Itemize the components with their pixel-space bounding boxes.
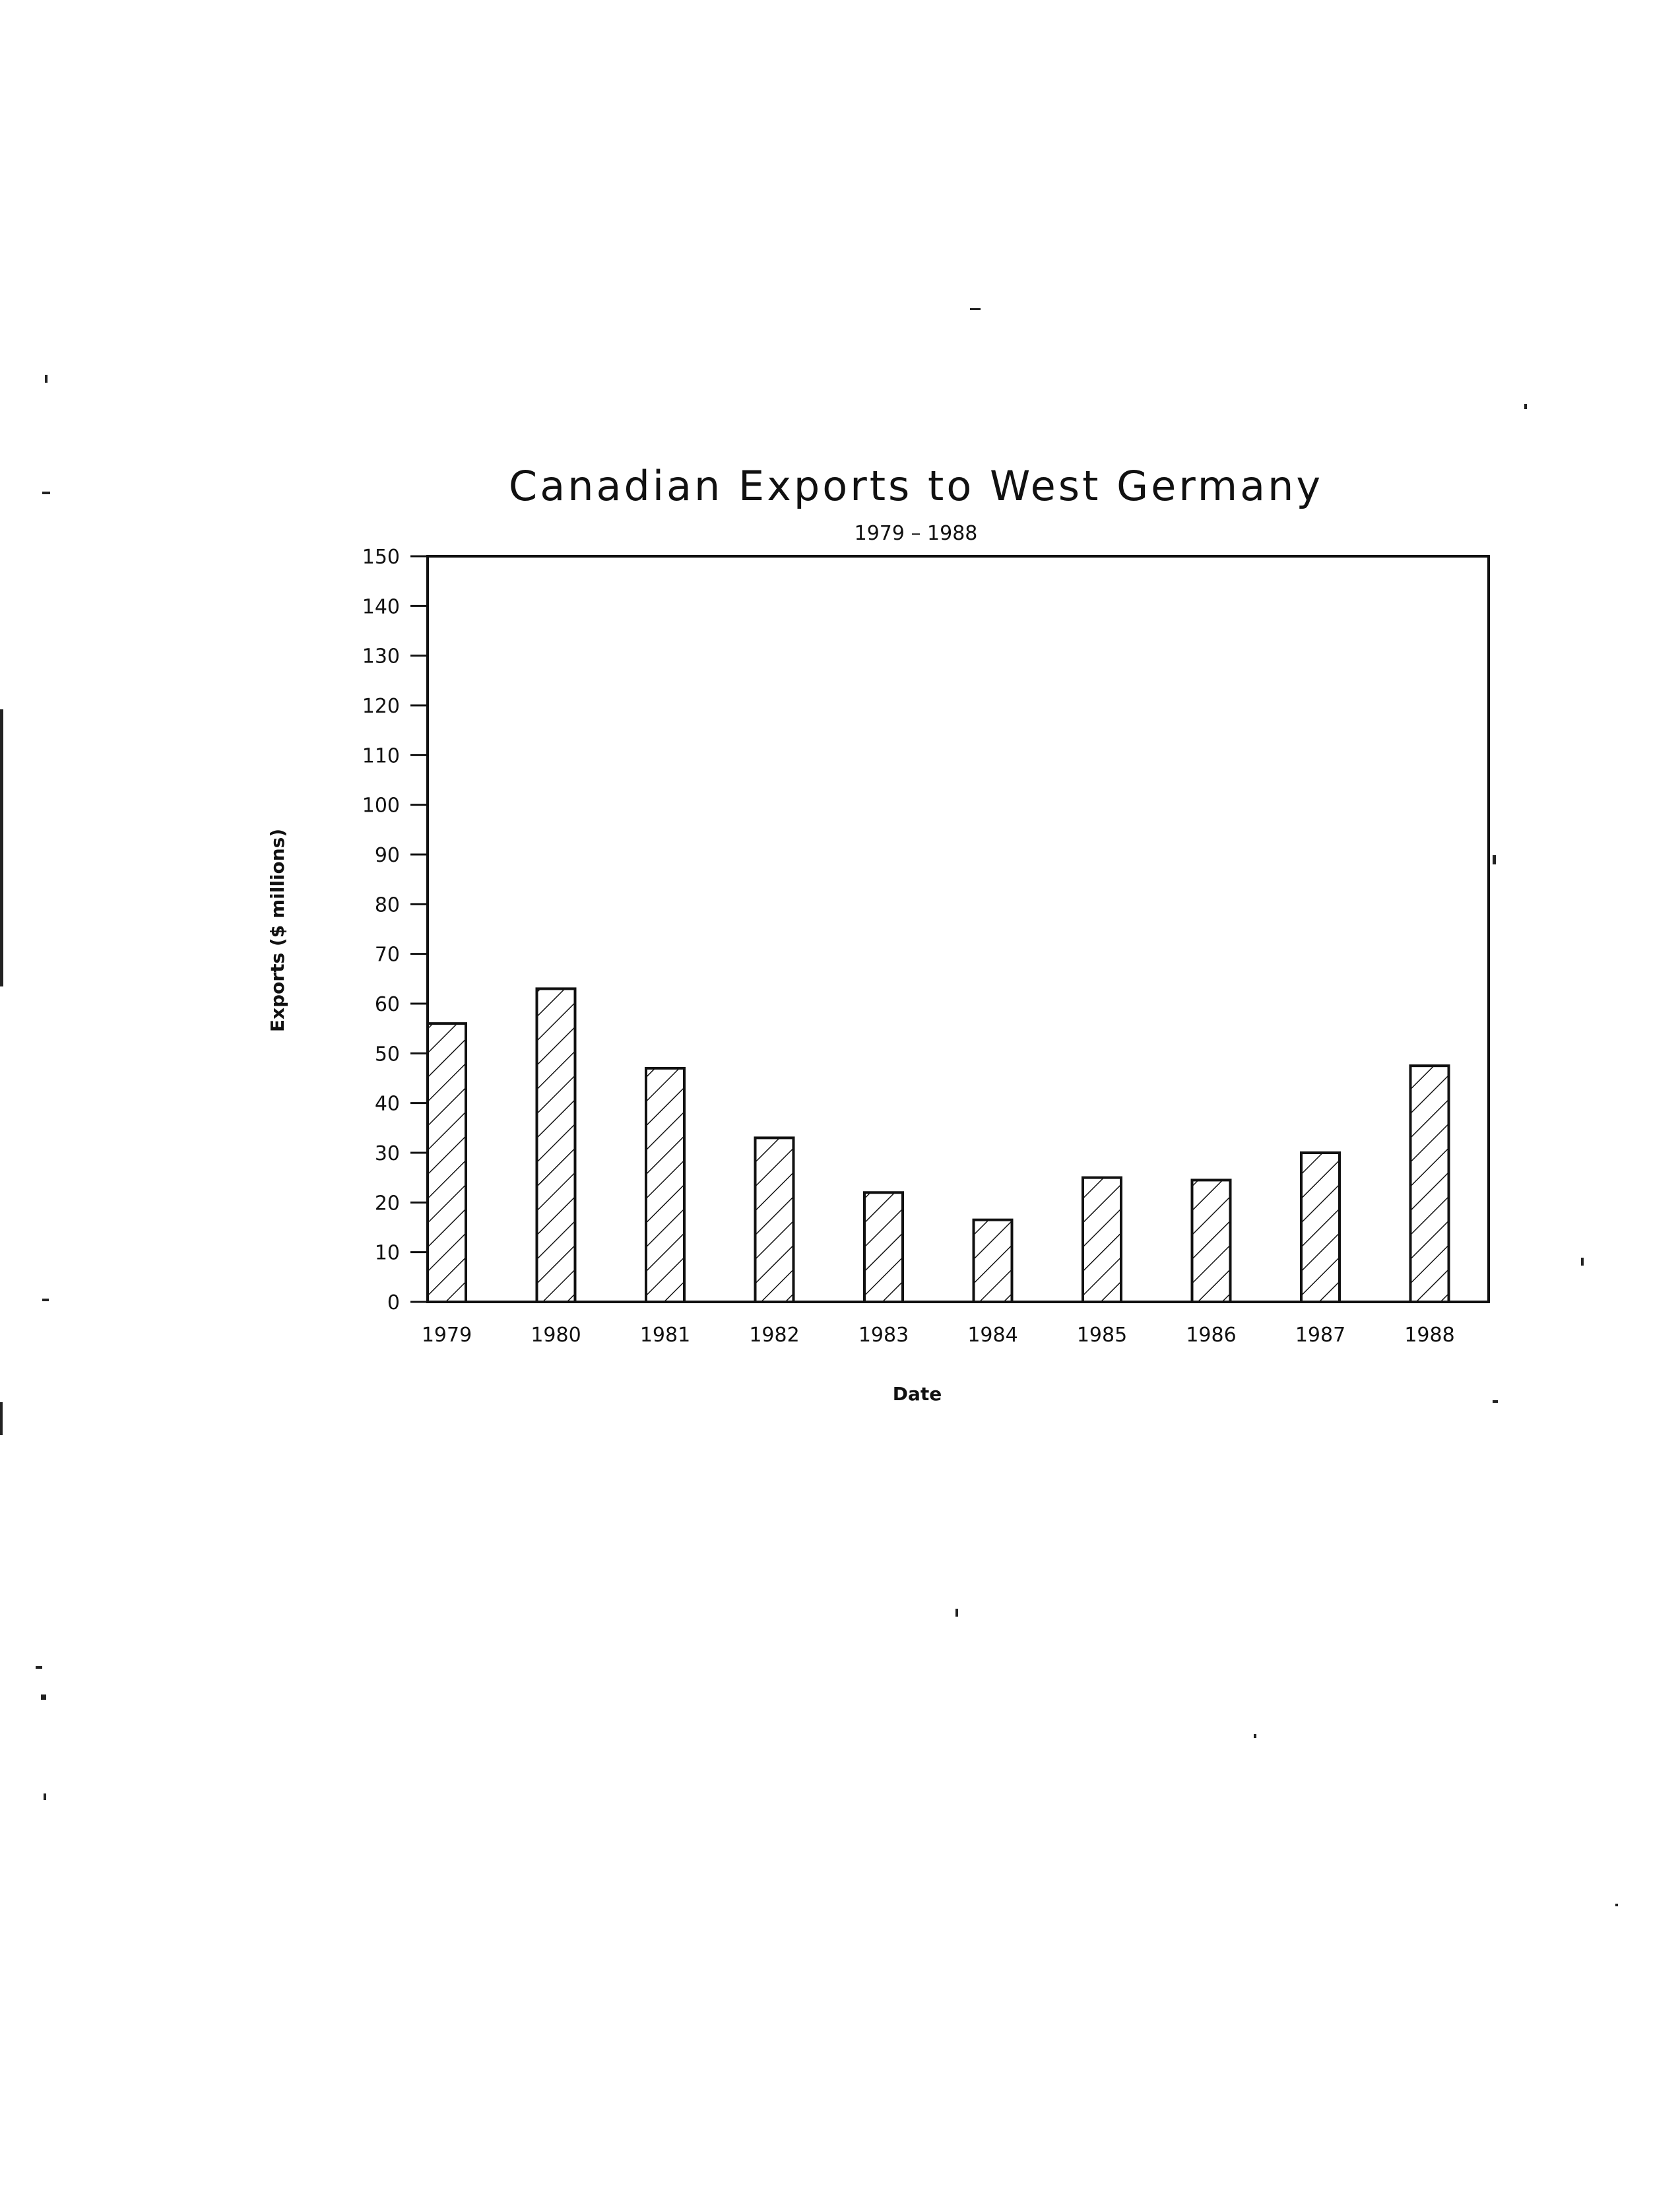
scan-speck (1581, 1258, 1584, 1266)
x-tick-label: 1987 (1295, 1324, 1346, 1347)
bar-1979 (428, 1023, 466, 1302)
scan-speck (41, 1694, 46, 1700)
x-tick-label: 1986 (1186, 1324, 1237, 1347)
scan-speck (45, 375, 48, 383)
x-axis-label: Date (892, 1383, 942, 1405)
x-tick-label: 1983 (858, 1324, 909, 1347)
x-tick-label: 1982 (749, 1324, 800, 1347)
bar-1987 (1301, 1153, 1340, 1302)
y-tick-label: 40 (374, 1092, 400, 1116)
x-tick-label: 1988 (1404, 1324, 1455, 1347)
bar-1984 (974, 1220, 1012, 1302)
x-tick-label: 1981 (639, 1324, 691, 1347)
y-tick-label: 110 (362, 744, 400, 768)
chart-title: Canadian Exports to West Germany (508, 462, 1324, 510)
y-tick-label: 140 (362, 595, 400, 619)
x-tick-label: 1984 (967, 1324, 1018, 1347)
chart-subtitle: 1979 – 1988 (854, 522, 978, 545)
y-tick-label: 50 (374, 1043, 400, 1066)
x-tick-label: 1985 (1076, 1324, 1128, 1347)
scan-speck (1493, 1400, 1498, 1403)
bar-1986 (1192, 1180, 1231, 1302)
bar-1983 (864, 1192, 903, 1302)
bar-1980 (537, 988, 575, 1302)
y-axis-label: Exports ($ millions) (267, 828, 288, 1033)
x-axis (422, 1324, 1455, 1347)
y-tick-label: 30 (374, 1142, 400, 1165)
y-tick-label: 20 (374, 1192, 400, 1215)
y-axis (362, 546, 428, 1314)
scan-speck (1254, 1734, 1256, 1738)
scan-speck (955, 1609, 958, 1617)
y-tick-label: 100 (362, 794, 400, 818)
y-tick-label: 60 (374, 993, 400, 1016)
y-tick-label: 130 (362, 645, 400, 668)
y-tick-label: 10 (374, 1241, 400, 1265)
scan-speck (42, 492, 50, 494)
bar-1985 (1083, 1178, 1121, 1302)
scan-speck (0, 709, 3, 986)
bar-1981 (646, 1068, 684, 1302)
scan-speck (1524, 404, 1527, 409)
y-tick-label: 150 (362, 546, 400, 569)
x-tick-label: 1979 (421, 1324, 472, 1347)
bar-series (428, 988, 1449, 1302)
scan-speck (0, 1402, 3, 1435)
scan-speck (36, 1666, 42, 1669)
y-tick-label: 80 (374, 893, 400, 917)
y-tick-label: 120 (362, 695, 400, 718)
scan-speck (44, 1793, 46, 1800)
bar-1988 (1411, 1066, 1449, 1302)
scan-speck (970, 308, 981, 310)
y-tick-label: 90 (374, 844, 400, 867)
scan-speck (1493, 855, 1496, 864)
y-tick-label: 0 (387, 1291, 400, 1314)
x-tick-label: 1980 (531, 1324, 581, 1347)
bar-1982 (756, 1138, 794, 1302)
scan-speck (1615, 1904, 1618, 1906)
y-tick-label: 70 (374, 943, 400, 967)
scan-speck (42, 1299, 49, 1301)
